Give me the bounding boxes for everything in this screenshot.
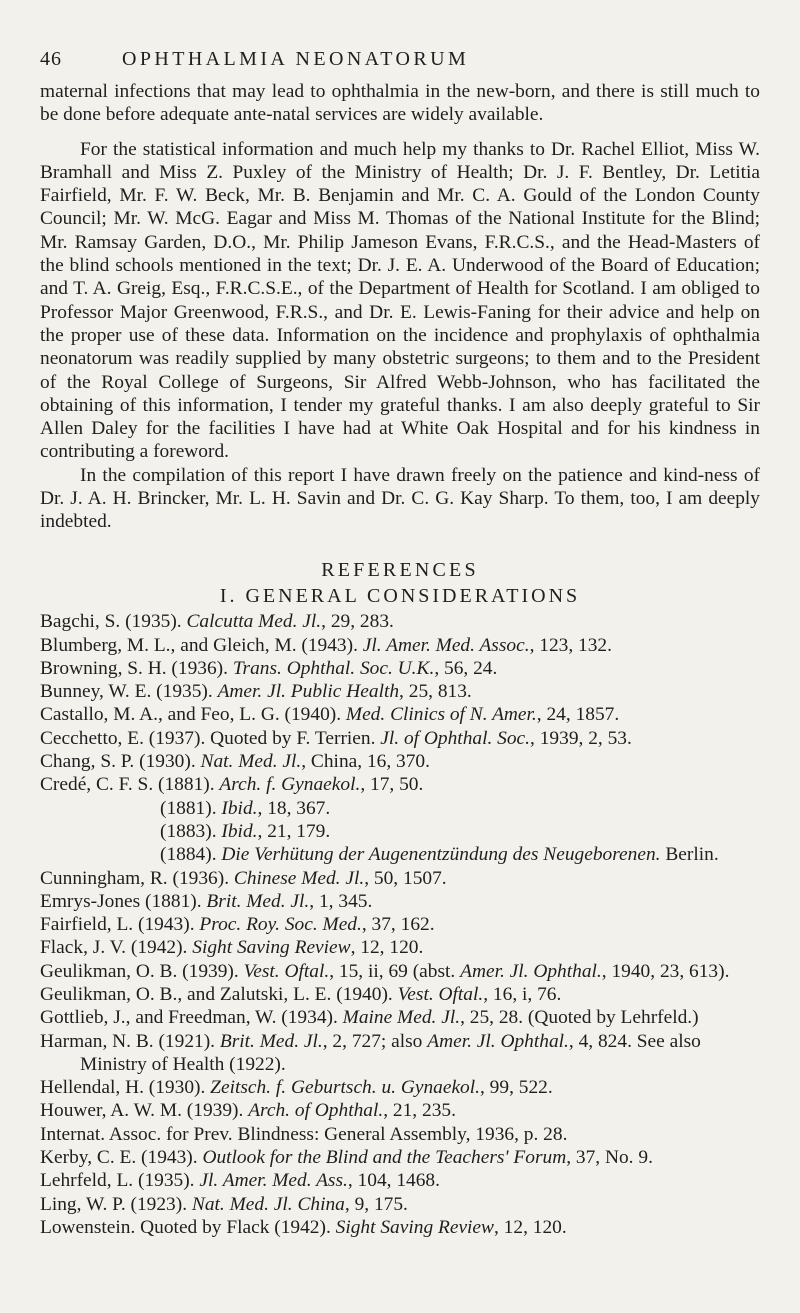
reference-journal: Amer. Jl. Ophthal. bbox=[460, 960, 602, 982]
reference-entry bbox=[40, 1006, 760, 1029]
reference-text: Bunney, W. E. (1935). bbox=[40, 681, 218, 703]
reference-text: Bagchi, S. (1935). bbox=[40, 611, 187, 633]
reference-journal: Calcutta Med. Jl. bbox=[186, 611, 322, 633]
reference-journal: Brit. Med. Jl. bbox=[219, 1030, 323, 1052]
page-number: 46 bbox=[40, 48, 62, 70]
reference-text: , 4, 824. See also Ministry of Health (1922). bbox=[80, 1030, 701, 1075]
reference-entry bbox=[40, 936, 760, 959]
reference-list bbox=[40, 610, 760, 1239]
reference-text: , 1, 345. bbox=[309, 890, 373, 912]
reference-entry bbox=[40, 1099, 760, 1122]
reference-journal: Proc. Roy. Soc. Med. bbox=[199, 914, 362, 936]
reference-journal: Ibid. bbox=[221, 820, 258, 842]
paragraph-compilation: In the compilation of this report I have drawn freely on the patience and kind-ness of Dr. J. A. H. Brincker, Mr. L. H. Savin and Dr. C. G. Kay Sharp. To them, too, I am deeply indebted. bbox=[40, 464, 760, 533]
reference-text: , 18, 367. bbox=[257, 797, 331, 819]
reference-entry bbox=[40, 797, 760, 820]
reference-journal: Amer. Jl. Ophthal. bbox=[427, 1030, 569, 1052]
reference-text: , 17, 50. bbox=[360, 774, 424, 796]
reference-entry bbox=[40, 1146, 760, 1169]
reference-text: , 21, 179. bbox=[257, 820, 331, 842]
reference-text: Lehrfeld, L. (1935). bbox=[40, 1170, 200, 1192]
reference-text: Ling, W. P. (1923). bbox=[40, 1193, 192, 1215]
reference-entry bbox=[40, 913, 760, 936]
reference-journal: Jl. of Ophthal. Soc. bbox=[380, 727, 531, 749]
reference-text: Browning, S. H. (1936). bbox=[40, 657, 233, 679]
paragraph-acknowledgements: For the statistical information and much help my thanks to Dr. Rachel Elliot, Miss W. Bramhall and Miss Z. Puxley of the Ministry of Health; Dr. J. F. Bentley, Dr. Letitia Fairfield, Mr. F. W. Beck, Mr. B. Benjamin and Mr. C. A. Gould of the London County Council; Mr. W. McG. Eagar and Miss M. Thomas of the National Institute for the Blind; Mr. Ramsay Garden, D.O., Mr. Philip Jameson Evans, F.R.C.S., and the Head-Masters of the blind schools mentioned in the text; Dr. J. E. A. Underwood of the Board of Education; and T. A. Greig, Esq., F.R.C.S.E., of the Department of Health for Scotland. I am obliged to Professor Major Greenwood, F.R.S., and Dr. E. Lewis-Faning for their advice and help on the proper use of these data. Information on the incidence and prophylaxis of ophthalmia neonatorum was readily supplied by many obstetric surgeons; to them and to the President of the Royal College of Surgeons, Sir Alfred Webb-Johnson, who has facilitated the obtaining of this information, I tender my grateful thanks. I am also deeply grateful to Sir Allen Daley for the facilities I have had at White Oak Hospital and for his kindness in contributing a foreword. bbox=[40, 138, 760, 463]
reference-text: , 37, No. 9. bbox=[566, 1147, 653, 1169]
references-subheading: I. GENERAL CONSIDERATIONS bbox=[219, 584, 581, 607]
reference-text: , 15, ii, 69 (abst. bbox=[329, 960, 461, 982]
reference-text: , 56, 24. bbox=[434, 657, 498, 679]
reference-journal: Die Verhütung der Augenentzündung des Neugeborenen. bbox=[221, 844, 661, 866]
body-text bbox=[40, 80, 760, 1239]
reference-text: , 9, 175. bbox=[344, 1193, 408, 1215]
reference-text: , 25, 28. (Quoted by Lehrfeld.) bbox=[460, 1007, 699, 1029]
reference-text: , 29, 283. bbox=[321, 611, 394, 633]
reference-entry bbox=[40, 680, 760, 703]
reference-text: Kerby, C. E. (1943). bbox=[40, 1147, 203, 1169]
reference-entry bbox=[40, 727, 760, 750]
reference-text: Geulikman, O. B., and Zalutski, L. E. (1940). bbox=[40, 983, 398, 1005]
reference-text: Flack, J. V. (1942). bbox=[40, 937, 193, 959]
reference-text: Internat. Assoc. for Prev. Blindness: General Assembly, 1936, p. 28. bbox=[40, 1123, 568, 1145]
reference-text: Emrys-Jones (1881). bbox=[40, 890, 207, 912]
reference-text: , China, 16, 370. bbox=[301, 751, 430, 773]
reference-journal: Arch. of Ophthal. bbox=[248, 1100, 384, 1122]
reference-journal: Amer. Jl. Public Health bbox=[217, 681, 400, 703]
reference-entry bbox=[40, 843, 760, 866]
reference-entry bbox=[40, 1169, 760, 1192]
reference-text: , 104, 1468. bbox=[347, 1170, 440, 1192]
reference-journal: Med. Clinics of N. Amer. bbox=[345, 704, 537, 726]
reference-text: Credé, C. F. S. (1881). bbox=[40, 774, 220, 796]
reference-text: (1884). bbox=[160, 844, 222, 866]
reference-text: , 16, i, 76. bbox=[483, 983, 562, 1005]
reference-entry bbox=[40, 1076, 760, 1099]
reference-text: (1881). bbox=[160, 797, 222, 819]
reference-journal: Vest. Oftal. bbox=[243, 960, 330, 982]
reference-text: Berlin. bbox=[660, 844, 719, 866]
reference-journal: Sight Saving Review bbox=[335, 1216, 494, 1238]
reference-text: Houwer, A. W. M. (1939). bbox=[40, 1100, 249, 1122]
reference-text: , 12, 120. bbox=[493, 1216, 567, 1238]
reference-text: , 99, 522. bbox=[479, 1077, 553, 1099]
reference-journal: Chinese Med. Jl. bbox=[233, 867, 365, 889]
reference-journal: Nat. Med. Jl. bbox=[200, 751, 302, 773]
reference-journal: Ibid. bbox=[221, 797, 258, 819]
reference-entry bbox=[40, 1123, 760, 1146]
reference-entry bbox=[40, 867, 760, 890]
reference-entry bbox=[40, 890, 760, 913]
reference-journal: Outlook for the Blind and the Teachers' Forum bbox=[202, 1147, 567, 1169]
references-heading: REFERENCES bbox=[321, 558, 479, 581]
reference-text: , 12, 120. bbox=[350, 937, 424, 959]
reference-text: Blumberg, M. L., and Gleich, M. (1943). bbox=[40, 634, 363, 656]
reference-journal: Arch. f. Gynaekol. bbox=[219, 774, 361, 796]
reference-text: Geulikman, O. B. (1939). bbox=[40, 960, 244, 982]
page-header bbox=[40, 48, 760, 78]
reference-text: Cecchetto, E. (1937). Quoted by F. Terrien. bbox=[40, 727, 381, 749]
reference-entry bbox=[40, 610, 760, 633]
reference-text: , 25, 813. bbox=[399, 681, 472, 703]
reference-entry bbox=[40, 750, 760, 773]
reference-entry bbox=[40, 960, 760, 983]
reference-journal: Jl. Amer. Med. Ass. bbox=[199, 1170, 348, 1192]
reference-text: Fairfield, L. (1943). bbox=[40, 914, 200, 936]
reference-text: Hellendal, H. (1930). bbox=[40, 1077, 211, 1099]
reference-entry bbox=[40, 820, 760, 843]
reference-text: , 123, 132. bbox=[529, 634, 612, 656]
running-title: OPHTHALMIA NEONATORUM bbox=[122, 48, 470, 70]
reference-text: Castallo, M. A., and Feo, L. G. (1940). bbox=[40, 704, 346, 726]
reference-text: , 1940, 23, 613). bbox=[601, 960, 730, 982]
reference-entry bbox=[40, 983, 760, 1006]
reference-text: , 24, 1857. bbox=[536, 704, 620, 726]
reference-journal: Maine Med. Jl. bbox=[342, 1007, 461, 1029]
reference-journal: Brit. Med. Jl. bbox=[206, 890, 310, 912]
reference-text: , 2, 727; also bbox=[322, 1030, 428, 1052]
reference-entry bbox=[40, 703, 760, 726]
reference-journal: Sight Saving Review bbox=[192, 937, 351, 959]
reference-entry bbox=[40, 1216, 760, 1239]
reference-entry bbox=[40, 1030, 760, 1077]
paragraph-continuation: maternal infections that may lead to ophthalmia in the new-born, and there is still much to be done before adequate ante-natal services are widely available. bbox=[40, 81, 760, 126]
reference-text: Chang, S. P. (1930). bbox=[40, 751, 201, 773]
reference-entry bbox=[40, 657, 760, 680]
reference-text: (1883). bbox=[160, 820, 222, 842]
reference-journal: Trans. Ophthal. Soc. U.K. bbox=[232, 657, 435, 679]
reference-journal: Vest. Oftal. bbox=[397, 983, 484, 1005]
reference-text: , 1939, 2, 53. bbox=[530, 727, 632, 749]
reference-text: Gottlieb, J., and Freedman, W. (1934). bbox=[40, 1007, 343, 1029]
reference-text: Lowenstein. Quoted by Flack (1942). bbox=[40, 1216, 336, 1238]
reference-text: Cunningham, R. (1936). bbox=[40, 867, 234, 889]
reference-journal: Nat. Med. Jl. China bbox=[191, 1193, 345, 1215]
reference-entry bbox=[40, 773, 760, 796]
reference-journal: Jl. Amer. Med. Assoc. bbox=[362, 634, 530, 656]
reference-text: Harman, N. B. (1921). bbox=[40, 1030, 220, 1052]
reference-entry bbox=[40, 1193, 760, 1216]
reference-journal: Zeitsch. f. Geburtsch. u. Gynaekol. bbox=[210, 1077, 480, 1099]
reference-text: , 37, 162. bbox=[361, 914, 435, 936]
reference-entry bbox=[40, 634, 760, 657]
reference-text: , 50, 1507. bbox=[364, 867, 447, 889]
reference-text: , 21, 235. bbox=[383, 1100, 456, 1122]
